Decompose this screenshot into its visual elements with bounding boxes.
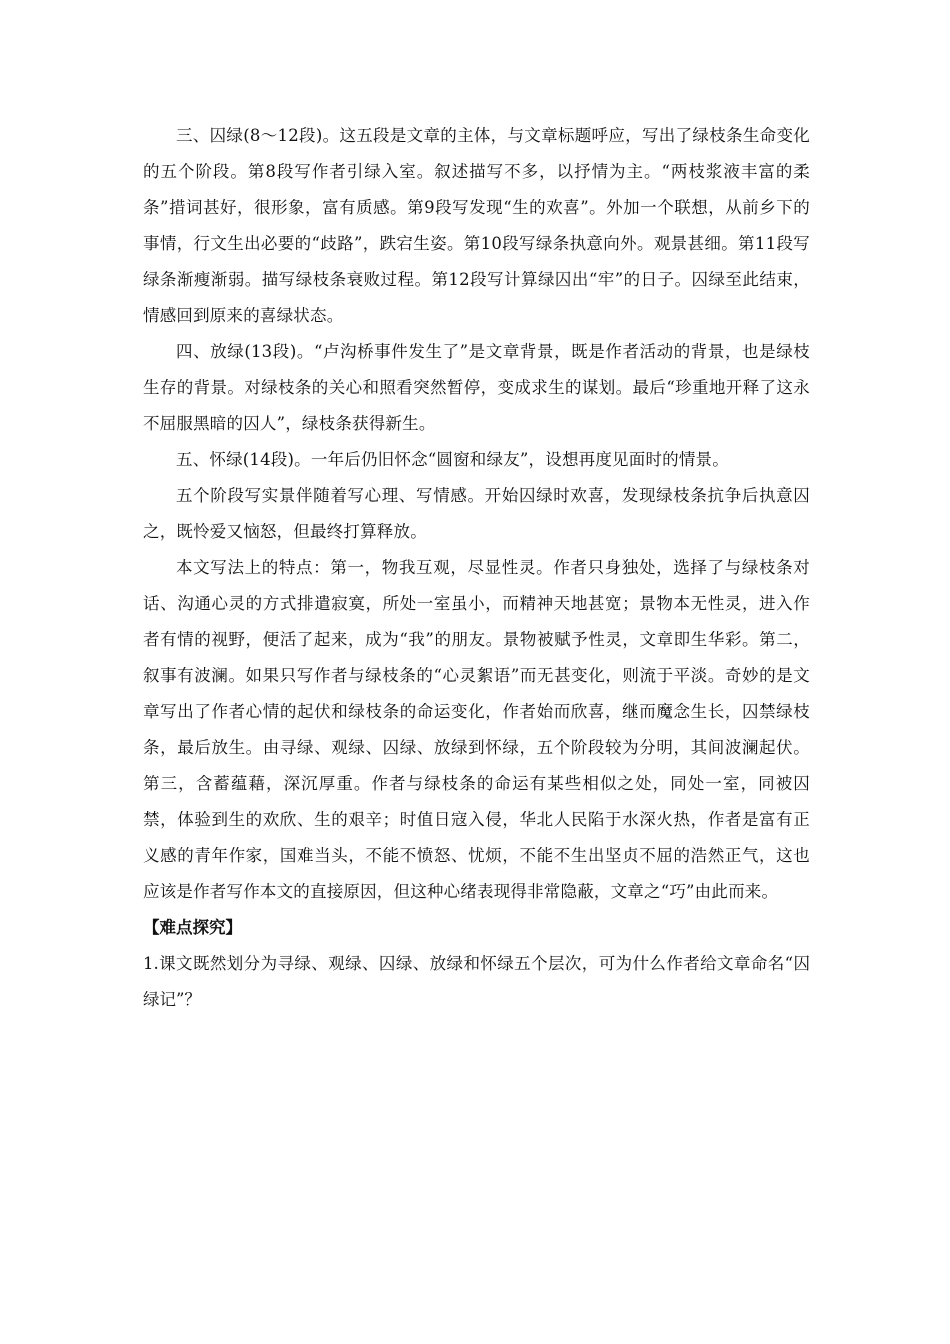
- paragraph-five-stages-summary: 五个阶段写实景伴随着写心理、写情感。开始囚绿时欢喜，发现绿枝条抗争后执意囚之，既怜爱又恼怒，但最终打算释放。: [143, 486, 810, 541]
- paragraph-huai-lv: 五、怀绿(14段)。一年后仍旧怀念“圆窗和绿友”，设想再度见面时的情景。: [176, 450, 729, 469]
- paragraph-writing-features: 本文写法上的特点：第一，物我互观，尽显性灵。作者只身独处，选择了与绿枝条对话、沟通心灵的方式排遣寂寞，所处一室虽小，而精神天地甚宽；景物本无性灵，进入作者有情的视野，便活了起来，成为“我”的朋友。景物被赋予性灵，文章即生华彩。第二，叙事有波澜。如果只写作者与绿枝条的“心灵絮语”而无甚变化，则流于平淡。奇妙的是文章写出了作者心情的起伏和绿枝条的命运变化，作者始而欣喜，继而魔念生长，囚禁绿枝条，最后放生。由寻绿、观绿、囚绿、放绿到怀绿，五个阶段较为分明，其间波澜起伏。第三，含蓄蕴藉，深沉厚重。作者与绿枝条的命运有某些相似之处，同处一室，同被囚禁，体验到生的欢欣、生的艰辛；时值日寇入侵，华北人民陷于水深火热，作者是富有正义感的青年作家，国难当头，不能不愤怒、忧烦，不能不生出坚贞不屈的浩然正气，这也应该是作者写作本文的直接原因，但这种心绪表现得非常隐蔽，文章之“巧”由此而来。: [143, 558, 810, 901]
- question-1: 1.课文既然划分为寻绿、观绿、囚绿、放绿和怀绿五个层次，可为什么作者给文章命名“囚绿记”？: [143, 954, 810, 1009]
- paragraph-fang-lv: 四、放绿(13段)。“卢沟桥事件发生了”是文章背景，既是作者活动的背景，也是绿枝生存的背景。对绿枝条的关心和照看突然暂停，变成求生的谋划。最后“珍重地开释了这永不屈服黑暗的囚人”，绿枝条获得新生。: [143, 342, 810, 433]
- document-page: [143, 118, 810, 1018]
- section-heading-difficulty-exploration: 【难点探究】: [143, 918, 242, 937]
- paragraph-qiu-lv: 三、囚绿(8～12段)。这五段是文章的主体，与文章标题呼应，写出了绿枝条生命变化的五个阶段。第8段写作者引绿入室。叙述描写不多，以抒情为主。“两枝浆液丰富的柔条”措词甚好，很形象，富有质感。第9段写发现“生的欢喜”。外加一个联想，从前乡下的事情，行文生出必要的“歧路”，跌宕生姿。第10段写绿条执意向外。观景甚细。第11段写绿条渐瘦渐弱。描写绿枝条衰败过程。第12段写计算绿囚出“牢”的日子。囚绿至此结束，情感回到原来的喜绿状态。: [143, 126, 810, 325]
